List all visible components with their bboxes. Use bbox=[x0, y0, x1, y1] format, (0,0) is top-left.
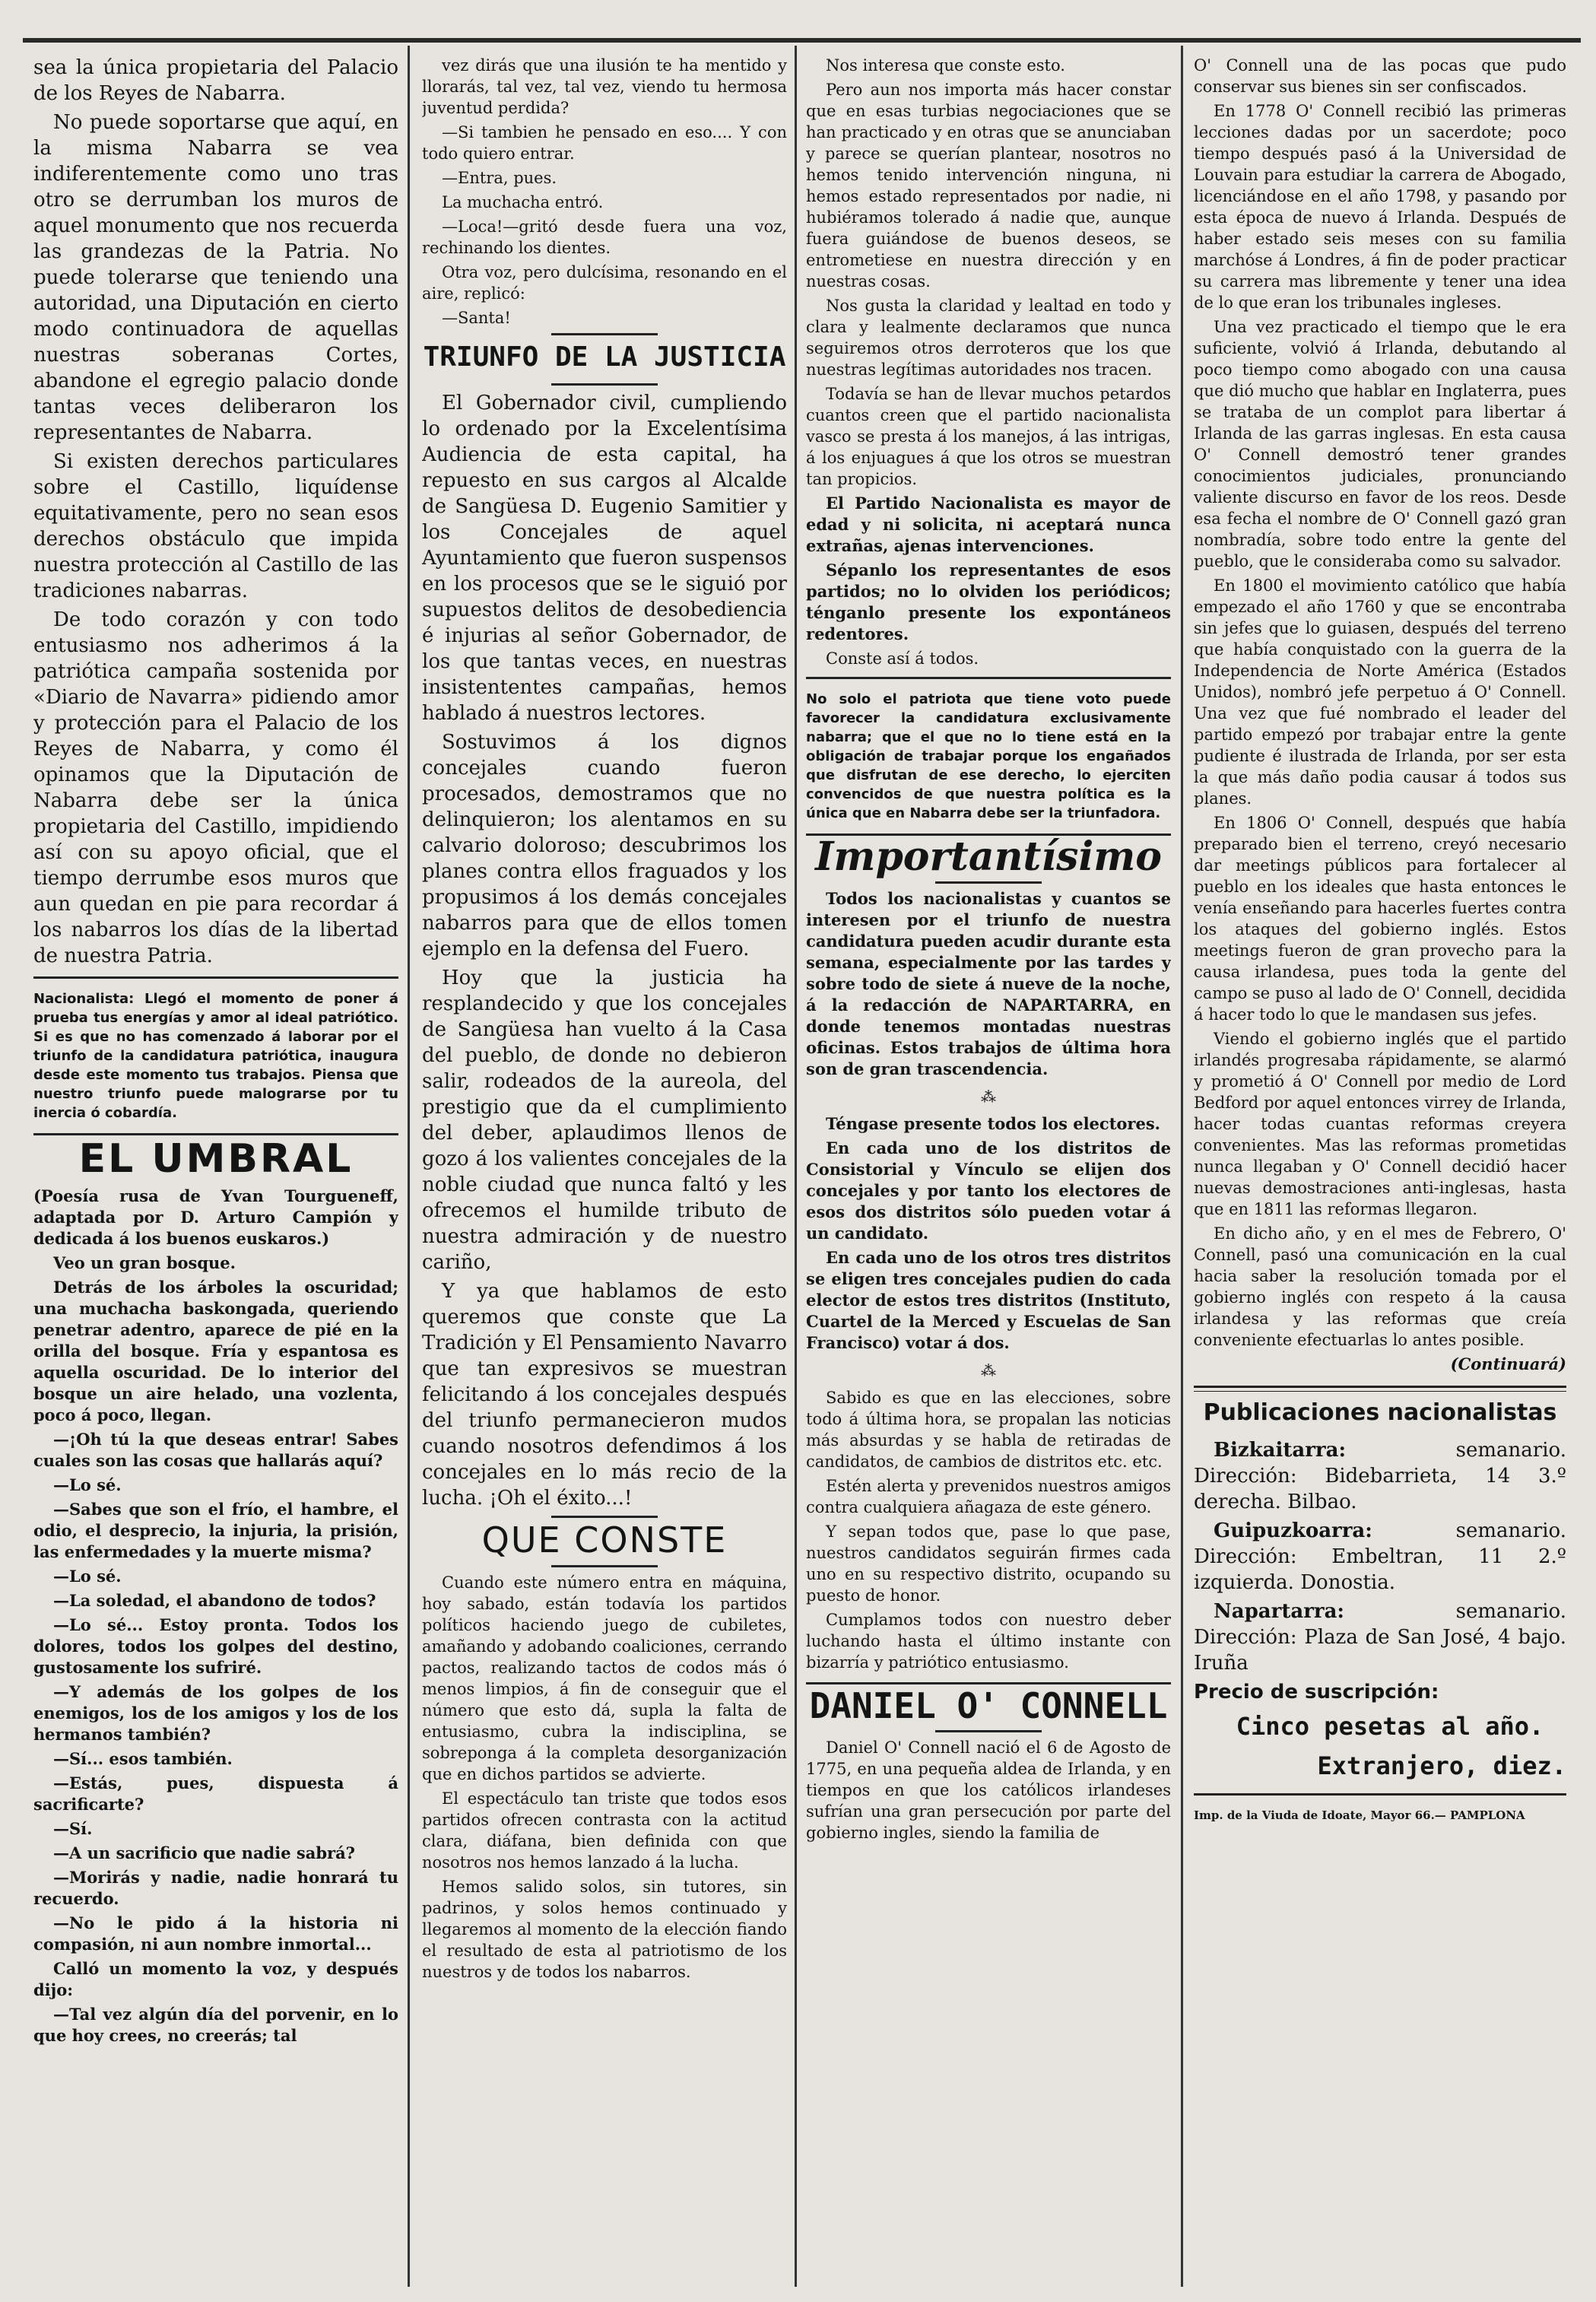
column-2 bbox=[422, 55, 787, 2279]
poem-line: vez dirás que una ilusión te ha mentido y llorarás, tal vez, tal vez, viendo tu hermosa juventud perdida? bbox=[422, 56, 787, 117]
poem-line: —Lo sé. bbox=[53, 1475, 122, 1494]
paragraph: Todos los nacionalistas y cuantos se interesen por el triunfo de nuestra candidatura pueden acudir durante esta semana, especialmente por las tardes y sobre todo de siete á nueve de la noche, á la redacción de NAPARTARRA, en donde tenemos montadas nuestras oficinas. Estos trabajos de última hora son de gran trascendencia. bbox=[806, 889, 1171, 1078]
subscription-price: Cinco pesetas al año. bbox=[1236, 1712, 1544, 1741]
poem-line: —Lo sé... Estoy pronta. Todos los dolores, todos los golpes del destino, gustosamente los sufriré. bbox=[33, 1615, 398, 1677]
poem-line: —A un sacrificio que nadie sabrá? bbox=[53, 1843, 355, 1862]
paragraph: El Partido Nacionalista es mayor de edad y ni solicita, ni aceptará nunca extrañas, ajenas intervenciones. bbox=[806, 494, 1171, 555]
paragraph: Daniel O' Connell nació el 6 de Agosto de 1775, en una pequeña aldea de Irlanda, y en tiempos en que los católicos irlandeses sufrían una gran persecución por parte del gobierno ingles, siendo la familia de bbox=[806, 1738, 1171, 1842]
paragraph: Pero aun nos importa más hacer constar que en esas turbias negociaciones que se han practicado y en otras que se anunciaban y parece se querían plantear, nosotros no hemos tenido intervención ninguna, ni hemos estado representados por nadie, ni hubiéramos tolerado á nadie que, aunque fuera guiándose de buenos deseos, se entrometiese en nuestra dirección y en nuestras cosas. bbox=[806, 81, 1171, 291]
publication-name: Napartarra: bbox=[1214, 1600, 1345, 1623]
publication-entry bbox=[1194, 1437, 1566, 1515]
paragraph: En dicho año, y en el mes de Febrero, O' Connell, pasó una comunicación en la cual hacia saber la resolución tomada por el gobierno inglés con respeto á la causa irlandesa y las reformas que creía conveniente efectuarlas lo antes posible. bbox=[1194, 1224, 1566, 1349]
poem-line: —Sí... esos también. bbox=[53, 1749, 233, 1768]
paragraph: Todavía se han de llevar muchos petardos cuantos creen que el partido nacionalista vasco se presta á los manejos, á las intrigas, á los enjuagues á que los otros se muestran tan propicios. bbox=[806, 385, 1171, 488]
ornament bbox=[806, 881, 1171, 884]
poem-line: Detrás de los árboles la oscuridad; una muchacha baskongada, queriendo penetrar adentro, aparece de pié en la orilla del bosque. Fría y espantosa es aquella oscuridad. De lo interior del bosque un aire helado, una vozlenta, poco á poco, llegan. bbox=[33, 1278, 398, 1424]
divider bbox=[806, 1682, 1171, 1684]
paragraph: Estén alerta y prevenidos nuestros amigos contra cualquiera añagaza de este género. bbox=[806, 1477, 1171, 1516]
paragraph: Sabido es que en las elecciones, sobre todo á última hora, se propalan las noticias más absurdas y se habla de retiradas de candidatos, de cambios de distritos etc. etc. bbox=[806, 1389, 1171, 1471]
column-4 bbox=[1194, 55, 1566, 2279]
paragraph: De todo corazón y con todo entusiasmo nos adherimos á la patriótica campaña sostenida por «Diario de Navarra» pidiendo amor y protección para el Palacio de los Reyes de Nabarra, y como él opinamos que la Diputación de Nabarra debe ser la única propietaria del Castillo, impidiendo así con su apoyo oficial, que el tiempo derrumbe esos muros que aun quedan en pie para recordar á los nabarros los días de la libertad de nuestra Patria. bbox=[33, 608, 398, 967]
paragraph: Hoy que la justicia ha resplandecido y que los concejales de Sangüesa han vuelto á la Casa del pueblo, de donde no debieron salir, rodeados de la aureola, del prestigio que da el cumplimiento del deber, aplaudimos llenos de gozo á los valientes concejales de la noble ciudad que nunca faltó y les ofrecemos el humilde tributo de nuestra admiración y de nuestro cariño, bbox=[422, 966, 787, 1274]
poem-line: —¡Oh tú la que deseas entrar! Sabes cuales son las cosas que hallarás aquí? bbox=[33, 1430, 398, 1470]
publication-entry bbox=[1194, 1599, 1566, 1676]
subscription-heading: Precio de suscripción: bbox=[1194, 1681, 1439, 1703]
column-divider bbox=[408, 46, 410, 2287]
section-title-oconnell: DANIEL O' CONNELL bbox=[809, 1685, 1168, 1726]
paragraph: O' Connell una de las pocas que pudo conservar sus bienes sin ser confiscados. bbox=[1194, 56, 1566, 96]
poem-line: Calló un momento la voz, y después dijo: bbox=[33, 1959, 398, 1999]
section-title-importantisimo: Importantísimo bbox=[815, 833, 1162, 880]
paragraph: Nos interesa que conste esto. bbox=[826, 56, 1065, 75]
poem-line: —No le pido á la historia ni compasión, ni aun nombre inmortal... bbox=[33, 1913, 398, 1954]
column-divider bbox=[1181, 46, 1183, 2287]
poem-line: —Sabes que son el frío, el hambre, el odio, el desprecio, la injuria, la prisión, las enfermedades y la muerte misma? bbox=[33, 1500, 398, 1561]
poem-line: —Si tambien he pensado en eso.... Y con todo quiero entrar. bbox=[422, 123, 787, 163]
publication-entry bbox=[1194, 1518, 1566, 1596]
paragraph: En 1778 O' Connell recibió las primeras lecciones dadas por un sacerdote; poco tiempo después pasó á la Universidad de Louvain para estudiar la carrera de Abogado, licenciándose en el año 1798, y pasando por esta época de nuevo á Irlanda. Después de haber estado seis meses con su familia marchóse á Londres, á fin de poder practicar su carrera mas libremente y tener una idea de lo que eran los tribunales ingleses. bbox=[1194, 102, 1566, 312]
top-rule bbox=[23, 38, 1581, 43]
ornament bbox=[422, 333, 787, 335]
paragraph: Cuando este número entra en máquina, hoy sabado, están todavía los partidos políticos haciendo juego de cubiletes, amañando y adobando coaliciones, cerrando pactos, realizando tactos de codos más ó menos limpios, á fin de conseguir que el número que esto dá, supla la falta de entusiasmo, cubra la indisciplina, se sobreponga á la completa desorganización que en dichos partidos se advierte. bbox=[422, 1573, 787, 1783]
patriot-notice: No solo el patriota que tiene voto puede favorecer la candidatura exclusivamente nabarra; que el que no lo tiene está en la obligación de trabajar porque los engañados que disfrutan de ese derecho, lo ejerciten convencidos de que nuestra política es la única que en Nabarra debe ser la triunfadora. bbox=[806, 677, 1171, 836]
publication-text: semanario. Dirección: Bidebarrieta, 14 3.º derecha. Bilbao. bbox=[1194, 1439, 1566, 1513]
poem-line: —Estás, pues, dispuesta á sacrificarte? bbox=[33, 1773, 398, 1814]
publication-text: semanario. Dirección: Plaza de San José, 4 bajo. Iruña bbox=[1194, 1600, 1566, 1675]
paragraph: No puede soportarse que aquí, en la misma Nabarra se vea indiferentemente como uno tras otro se derrumban los muros de aquel monumento que nos recuerda las grandezas de la Patria. No puede tolerarse que teniendo una autoridad, una Diputación en cierto modo continuadora de aquellas nuestras soberanas Cortes, abandone el egregio palacio donde tantas veces deliberaron los representantes de Nabarra. bbox=[33, 111, 398, 444]
paragraph: En 1806 O' Connell, después que había preparado bien el terreno, creyó necesario dar meetings públicos para fortalecer al pueblo en los ideales que hasta entonces le venía enseñando para hacerles fuertes contra los ataques del gobierno inglés. Estos meetings fueron de gran provecho para la causa irlandesa, pues toda la gente del campo se puso al lado de O' Connell, decidida á hacer todo lo que le mandasen sus jefes. bbox=[1194, 814, 1566, 1024]
poem-subtitle: (Poesía rusa de Yvan Tourgueneff, adaptada por D. Arturo Campión y dedicada á los buenos euskaros.) bbox=[33, 1186, 398, 1248]
paragraph: Hemos salido solos, sin tutores, sin padrinos, y solos hemos continuado y llegaremos al momento de la elección fiando el resultado de esta al patriotismo de los nuestros y de todos los nabarros. bbox=[422, 1878, 787, 1981]
continued-label: (Continuará) bbox=[1450, 1354, 1566, 1373]
subscription-foreign: Extranjero, diez. bbox=[1317, 1751, 1566, 1780]
asterism: ⁂ bbox=[981, 1361, 996, 1380]
poem-line: —Entra, pues. bbox=[442, 169, 557, 187]
poem-line: —Santa! bbox=[442, 309, 511, 327]
asterism: ⁂ bbox=[981, 1087, 996, 1106]
column-1 bbox=[33, 55, 398, 2279]
paragraph: El espectáculo tan triste que todos esos partidos ofrecen contrasta con la actitud clara, diáfana, bien definida con que nosotros nos hemos lanzado á la lucha. bbox=[422, 1789, 787, 1872]
ornament bbox=[422, 383, 787, 386]
poem-line: —Morirás y nadie, nadie honrará tu recuerdo. bbox=[33, 1868, 398, 1908]
column-divider bbox=[795, 46, 797, 2287]
poem-line: Otra voz, pero dulcísima, resonando en el aire, replicó: bbox=[422, 263, 787, 303]
section-title-umbral: EL UMBRAL bbox=[78, 1136, 354, 1182]
paragraph: En cada uno de los otros tres distritos se eligen tres concejales pudien do cada elector de estos tres distritos (Instituto, Cuartel de la Merced y Escuelas de San Francisco) votar á dos. bbox=[806, 1248, 1171, 1352]
paragraph: Si existen derechos particulares sobre el Castillo, liquídense equitativamente, pero no sean esos derechos obstáculo que impida nuestra protección al Castillo de las tradiciones nabarras. bbox=[33, 450, 398, 602]
paragraph: En 1800 el movimiento católico que había empezado el año 1760 y que se encontraba sin jefes que lo guiasen, después del terreno que había conquistado con la guerra de la Independencia de Norte América (Estados Unidos), nombró jefe perpetuo á O' Connell. Una vez que fué nombrado el leader del partido empezó por trabajar entre la gente pudiente é ilustrada de Irlanda, por ser esta la que más daño podia causar á todos sus planes. bbox=[1194, 576, 1566, 808]
section-title-publicaciones: Publicaciones nacionalistas bbox=[1203, 1399, 1557, 1426]
paragraph: Nos gusta la claridad y lealtad en todo y clara y lealmente declaramos que nunca seguiremos otros derroteros que los que nuestras legítimas autoridades nos tracen. bbox=[806, 297, 1171, 379]
nationalist-notice: Nacionalista: Llegó el momento de poner á prueba tus energías y amor al ideal patriótico. Si es que no has comenzado á laborar por el triunfo de la candidatura patriótica, inaugura desde este momento tus trabajos. Piensa que nuestro triunfo puede malograrse por tu inercia ó cobardía. bbox=[33, 976, 398, 1135]
ornament bbox=[806, 1730, 1171, 1732]
paragraph: sea la única propietaria del Palacio de los Reyes de Nabarra. bbox=[33, 56, 398, 105]
paragraph: Una vez practicado el tiempo que le era suficiente, volvió á Irlanda, debutando al poco tiempo como abogado con una causa que dió mucho que hablar en Inglaterra, pues se trataba de un complot para libertar á Irlanda de las garras inglesas. En esta causa O' Connell demostró tener grandes conocimientos judiciales, pronunciando valiente discurso en favor de los reos. Desde esa fecha el nombre de O' Connell gazó gran nombradía, sobre todo entre la gente del pueblo, que le consideraba como su salvador. bbox=[1194, 318, 1566, 570]
column-3 bbox=[806, 55, 1171, 2279]
paragraph: En cada uno de los distritos de Consistorial y Vínculo se elijen dos concejales y por tanto los electores de esos dos distritos sólo pueden votar á un candidato. bbox=[806, 1138, 1171, 1243]
printer-imprint: Imp. de la Viuda de Idoate, Mayor 66.— PAMPLONA bbox=[1194, 1808, 1525, 1822]
paragraph: Sépanlo los representantes de esos partidos; no lo olviden los periódicos; ténganlo presente los expontáneos redentores. bbox=[806, 560, 1171, 643]
divider bbox=[1194, 1386, 1566, 1392]
paragraph: Conste así á todos. bbox=[826, 649, 979, 668]
poem-line: —Sí. bbox=[53, 1819, 93, 1838]
paragraph: Cumplamos todos con nuestro deber luchando hasta el último instante con bizarría y patriótico entusiasmo. bbox=[806, 1611, 1171, 1672]
paragraph: Téngase presente todos los electores. bbox=[826, 1114, 1160, 1133]
ornament bbox=[422, 1565, 787, 1567]
poem-line: —Tal vez algún día del porvenir, en lo que hoy crees, no creerás; tal bbox=[33, 2005, 398, 2045]
section-title-que-conste: QUE CONSTE bbox=[481, 1519, 728, 1561]
publication-name: Bizkaitarra: bbox=[1214, 1439, 1347, 1462]
poem-line: —Lo sé. bbox=[53, 1567, 122, 1586]
poem-line: —La soledad, el abandono de todos? bbox=[53, 1591, 376, 1610]
paragraph: Y ya que hablamos de esto queremos que conste que La Tradición y El Pensamiento Navarro que tan expresivos se muestran felicitando á los concejales después del triunfo permanecieron mudos cuando nosotros defendimos á los concejales en lo más recio de la lucha. ¡Oh el éxito...! bbox=[422, 1279, 787, 1510]
paragraph: El Gobernador civil, cumpliendo lo ordenado por la Excelentísima Audiencia de esta capital, ha repuesto en sus cargos al Alcalde de Sangüesa D. Eugenio Samitier y los Concejales de aquel Ayuntamiento que fueron suspensos en los procesos que se le siguió por supuestos delitos de desobediencia é injurias al señor Gobernador, de los que tantas veces, en nuestras insistententes campañas, hemos hablado á nuestros lectores. bbox=[422, 391, 787, 725]
poem-body bbox=[33, 1253, 398, 2046]
publication-name: Guipuzkoarra: bbox=[1214, 1519, 1372, 1542]
poem-line: —Loca!—gritó desde fuera una voz, rechinando los dientes. bbox=[422, 217, 787, 257]
poem-line: La muchacha entró. bbox=[442, 193, 604, 211]
section-title-triunfo: TRIUNFO DE LA JUSTICIA bbox=[423, 341, 786, 373]
publication-text: semanario. Dirección: Embeltran, 11 2.º izquierda. Donostia. bbox=[1194, 1519, 1566, 1594]
paragraph: Viendo el gobierno inglés que el partido irlandés progresaba rápidamente, se alarmó y prometió á O' Connell por medio de Lord Bedford por aquel entonces virrey de Irlanda, hacer todas cuantas reformas creyera convenientes. Mas las reformas prometidas nunca llegaban y O' Connell decidió hacer nuevas demostraciones anti-inglesas, hasta que en 1811 las reformas llegaron. bbox=[1194, 1030, 1566, 1218]
poem-line: Veo un gran bosque. bbox=[53, 1253, 236, 1272]
paragraph: Sostuvimos á los dignos concejales cuando fueron procesados, demostramos que no delinquieron; los alentamos en su calvario doloroso; descubrimos los planes contra ellos fraguados y los propusimos á los demás concejales nabarros para que de ellos tomen ejemplo en la defensa del Fuero. bbox=[422, 730, 787, 960]
paragraph: Y sepan todos que, pase lo que pase, nuestros candidatos seguirán firmes cada uno en su respectivo distrito, ocupando su puesto de honor. bbox=[806, 1522, 1171, 1605]
ornament bbox=[422, 1516, 787, 1518]
poem-line: —Y además de los golpes de los enemigos, los de los amigos y los de los hermanos también? bbox=[33, 1682, 398, 1744]
divider bbox=[1194, 1793, 1566, 1796]
